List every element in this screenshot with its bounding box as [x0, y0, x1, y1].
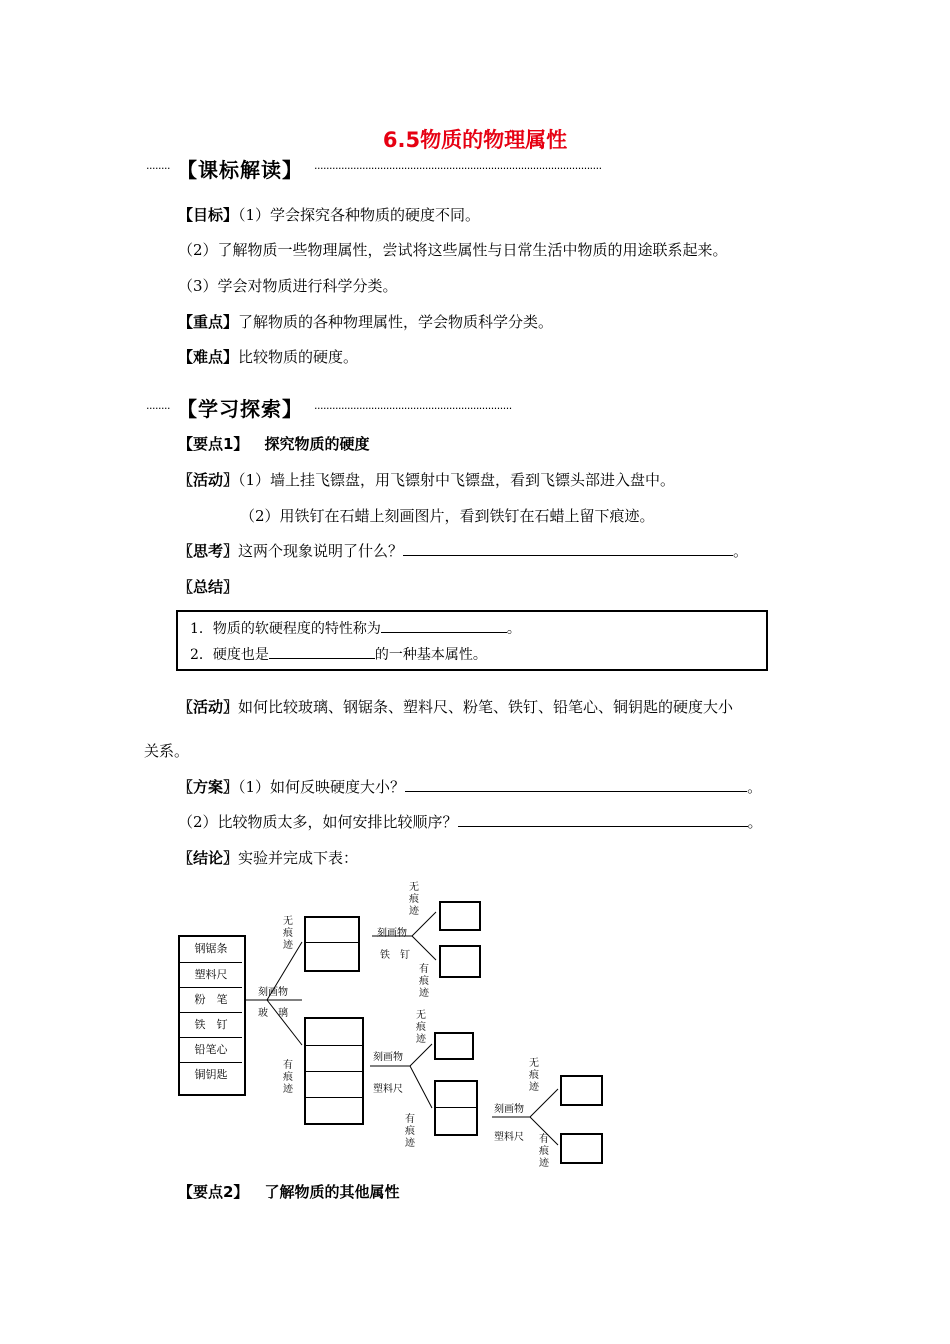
summary-2-post: 的一种基本属性。 — [374, 647, 487, 663]
answer-blank-summary-1[interactable] — [381, 617, 507, 633]
answer-box-group[interactable] — [434, 1080, 478, 1136]
material-cell: 铅笔心 — [180, 1037, 242, 1061]
answer-box-group[interactable] — [304, 916, 360, 972]
goal-tag: 【目标】 — [178, 206, 239, 224]
conclusion-line — [178, 847, 358, 868]
activity-1: （1）墙上挂飞镖盘，用飞镖射中飞镖盘，看到飞镖头部进入盘中。 — [238, 471, 676, 489]
label-has-mark: 有痕迹 — [419, 964, 429, 999]
label-scribe: 刻画物 — [373, 1052, 403, 1063]
period: 。 — [733, 542, 749, 560]
point2-line — [178, 1181, 399, 1202]
label-has-mark: 有痕迹 — [539, 1134, 549, 1169]
think-line — [178, 540, 748, 561]
point2-tag: 【要点2】 — [178, 1183, 249, 1201]
label-scribe: 刻画物 — [494, 1104, 524, 1115]
dotted-rule-right-2: ·································································· — [314, 402, 512, 415]
plan-line-2 — [178, 811, 763, 832]
activity2-line — [178, 696, 733, 717]
label-no-mark: 无痕迹 — [409, 882, 419, 917]
period: 。 — [747, 778, 763, 796]
goal-2: （2）了解物质一些物理属性，尝试将这些属性与日常生活中物质的用途联系起来。 — [178, 241, 728, 259]
plan-1: （1）如何反映硬度大小？ — [238, 778, 406, 796]
dotted-rule-right: ································································································ — [314, 162, 602, 175]
summary-line-1 — [190, 617, 521, 638]
key-tag: 【重点】 — [178, 313, 239, 331]
activity2-tag: 〖活动〗 — [178, 698, 239, 716]
label-no-mark: 无痕迹 — [416, 1010, 426, 1045]
activity-line-1 — [178, 469, 675, 490]
answer-box[interactable] — [439, 901, 481, 931]
key-text: 了解物质的各种物理属性，学会物质科学分类。 — [238, 313, 554, 331]
dotted-rule-left-2: ········ — [146, 402, 170, 415]
think-tag: 〖思考〗 — [178, 542, 239, 560]
activity2-text-b: 关系。 — [144, 742, 190, 760]
page-title: 6.5物质的物理属性 — [382, 128, 568, 152]
think-text: 这两个现象说明了什么？ — [238, 542, 404, 560]
difficulty-tag: 【难点】 — [178, 348, 239, 366]
label-glass: 玻 璃 — [258, 1008, 288, 1019]
period: 。 — [747, 813, 763, 831]
answer-box[interactable] — [560, 1075, 603, 1106]
key-point-line — [178, 311, 553, 332]
answer-blank-plan-1[interactable] — [405, 776, 747, 792]
material-cell: 铁 钉 — [180, 1012, 242, 1036]
activity2-text-a: 如何比较玻璃、钢锯条、塑料尺、粉笔、铁钉、铅笔心、铜钥匙的硬度大小 — [238, 698, 734, 716]
activity-2: （2）用铁钉在石蜡上刻画图片，看到铁钉在石蜡上留下痕迹。 — [240, 507, 655, 525]
goal-line-1 — [178, 204, 480, 225]
label-ruler: 塑料尺 — [494, 1132, 524, 1143]
label-scribe: 刻画物 — [258, 987, 288, 998]
conclusion-text: 实验并完成下表： — [238, 849, 359, 867]
point1-tag: 【要点1】 — [178, 435, 249, 453]
section-heading-curriculum: 【课标解读】 — [177, 158, 303, 182]
material-cell: 粉 笔 — [180, 987, 242, 1011]
label-ruler: 塑料尺 — [373, 1084, 403, 1095]
label-nail: 铁 钉 — [380, 950, 410, 961]
point1-title: 探究物质的硬度 — [264, 435, 370, 453]
summary-2-pre: 2．硬度也是 — [190, 647, 269, 663]
summary-box — [176, 610, 768, 671]
goal-1: （1）学会探究各种物质的硬度不同。 — [238, 206, 481, 224]
label-no-mark: 无痕迹 — [283, 916, 293, 951]
difficulty-line — [178, 346, 358, 367]
answer-blank-think[interactable] — [403, 540, 733, 556]
point1-line — [178, 433, 369, 454]
label-scribe: 刻画物 — [377, 928, 407, 939]
section-heading-explore: 【学习探索】 — [177, 397, 303, 421]
difficulty-text: 比较物质的硬度。 — [238, 348, 359, 366]
answer-box-group[interactable] — [304, 1017, 364, 1125]
plan-2: （2）比较物质太多，如何安排比较顺序？ — [178, 813, 458, 831]
answer-blank-plan-2[interactable] — [458, 811, 748, 827]
summary-tag: 〖总结〗 — [178, 578, 239, 596]
label-has-mark: 有痕迹 — [283, 1060, 293, 1095]
summary-line-2 — [190, 643, 487, 664]
goal-3: （3）学会对物质进行科学分类。 — [178, 277, 398, 295]
answer-blank-summary-2[interactable] — [269, 643, 375, 659]
plan-line-1 — [178, 776, 762, 797]
summary-1-post: 。 — [506, 621, 521, 637]
conclusion-tag: 〖结论〗 — [178, 849, 239, 867]
answer-box[interactable] — [434, 1032, 474, 1060]
point2-title: 了解物质的其他属性 — [264, 1183, 400, 1201]
label-has-mark: 有痕迹 — [405, 1114, 415, 1149]
activity-tag: 〖活动〗 — [178, 471, 239, 489]
label-no-mark: 无痕迹 — [529, 1058, 539, 1093]
plan-tag: 〖方案〗 — [178, 778, 239, 796]
answer-box[interactable] — [439, 945, 481, 978]
material-cell: 塑料尺 — [180, 962, 242, 986]
answer-box[interactable] — [560, 1133, 603, 1164]
material-cell: 铜钥匙 — [180, 1062, 242, 1086]
material-cell: 钢锯条 — [194, 942, 228, 955]
summary-1-pre: 1．物质的软硬程度的特性称为 — [190, 621, 381, 637]
dotted-rule-left: ········ — [146, 162, 170, 175]
